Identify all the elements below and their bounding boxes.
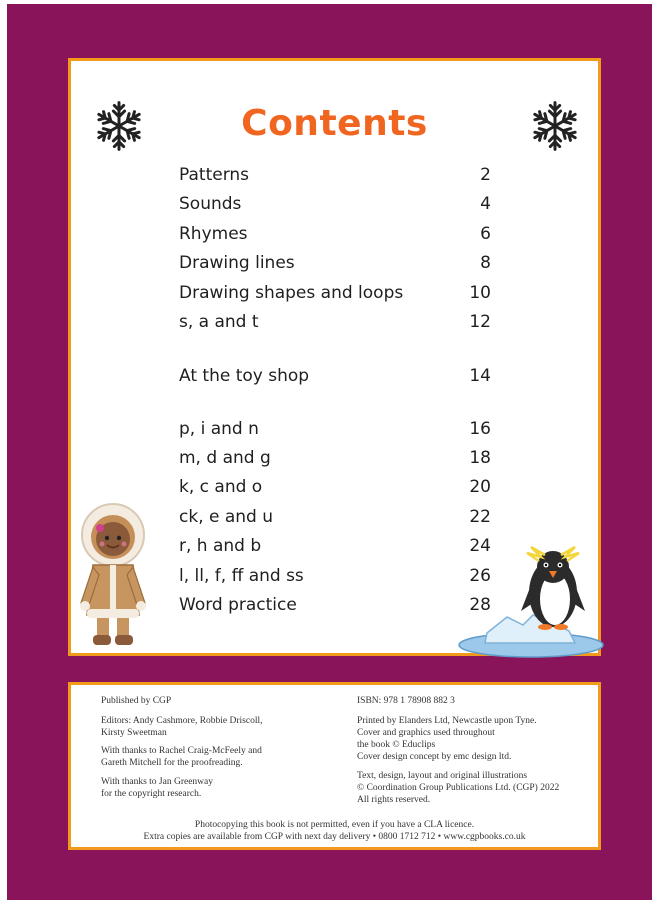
toc-item-title: Patterns <box>179 165 250 185</box>
contents-panel <box>68 58 601 656</box>
cover-line-3: Cover design concept by emc design ltd. <box>357 752 512 762</box>
toc-item-page: 14 <box>469 366 491 386</box>
thanks-line-1a: With thanks to Rachel Craig-McFeely and <box>101 746 262 756</box>
publisher-line: Published by CGP <box>101 696 172 706</box>
toc-item-title: Drawing shapes and loops <box>179 283 404 303</box>
thanks-line-2a: With thanks to Jan Greenway <box>101 777 214 787</box>
toc-item-page: 20 <box>469 477 491 497</box>
toc-item-title: ck, e and u <box>179 507 274 527</box>
page-title: Contents <box>241 103 428 144</box>
toc-item-page: 2 <box>480 165 491 185</box>
toc-item-page: 18 <box>469 448 491 468</box>
penguin-on-ice-illustration <box>457 545 605 659</box>
copyright-line-1: Text, design, layout and original illustrations <box>357 771 528 781</box>
toc-item <box>71 253 598 279</box>
toc-item-title: r, h and b <box>179 536 262 556</box>
toc-item-title: m, d and g <box>179 448 271 468</box>
toc-item <box>71 165 598 191</box>
copyright-line-2: © Coordination Group Publications Ltd. (CGP) 2022 <box>357 783 560 793</box>
toc-item-title: s, a and t <box>179 312 259 332</box>
editors-line-2: Kirsty Sweetman <box>101 728 167 738</box>
toc-item-title: At the toy shop <box>179 366 310 386</box>
toc-item <box>71 283 598 309</box>
toc-item-page: 16 <box>469 419 491 439</box>
toc-item <box>71 448 598 474</box>
toc-item <box>71 419 598 445</box>
credits-panel <box>68 682 601 850</box>
inuit-girl-illustration <box>75 499 151 653</box>
toc-item-title: p, i and n <box>179 419 259 439</box>
toc-item-title: Drawing lines <box>179 253 295 273</box>
extra-copies-notice: Extra copies are available from CGP with next day delivery • 0800 1712 712 • www.cgpbooks.co.uk <box>143 832 526 842</box>
toc-item-title: Sounds <box>179 194 242 214</box>
cover-line-2: the book © Educlips <box>357 740 436 750</box>
toc-item <box>71 312 598 338</box>
printed-line: Printed by Elanders Ltd, Newcastle upon Tyne. <box>357 716 537 726</box>
photocopy-notice: Photocopying this book is not permitted, even if you have a CLA licence. <box>194 820 475 830</box>
thanks-line-1b: Gareth Mitchell for the proofreading. <box>101 758 243 768</box>
toc-item-title: l, ll, f, ff and ss <box>179 566 304 586</box>
toc-item-title: Word practice <box>179 595 297 615</box>
toc-item-title: k, c and o <box>179 477 263 497</box>
cover-line-1: Cover and graphics used throughout <box>357 728 495 738</box>
toc-item-page: 4 <box>480 194 491 214</box>
toc-item <box>71 366 598 392</box>
isbn-line: ISBN: 978 1 78908 882 3 <box>357 696 455 706</box>
copyright-line-3: All rights reserved. <box>357 795 431 805</box>
toc-item-page: 26 <box>469 566 491 586</box>
toc-item-page: 22 <box>469 507 491 527</box>
thanks-line-2b: for the copyright research. <box>101 789 202 799</box>
toc-item <box>71 224 598 250</box>
toc-item-page: 28 <box>469 595 491 615</box>
toc-item-page: 10 <box>469 283 491 303</box>
toc-item-page: 6 <box>480 224 491 244</box>
editors-line-1: Editors: Andy Cashmore, Robbie Driscoll, <box>101 716 263 726</box>
book-page <box>7 4 652 900</box>
toc-item-page: 8 <box>480 253 491 273</box>
toc-item-title: Rhymes <box>179 224 248 244</box>
toc-item-page: 12 <box>469 312 491 332</box>
toc-item <box>71 194 598 220</box>
toc-item-page: 24 <box>469 536 491 556</box>
